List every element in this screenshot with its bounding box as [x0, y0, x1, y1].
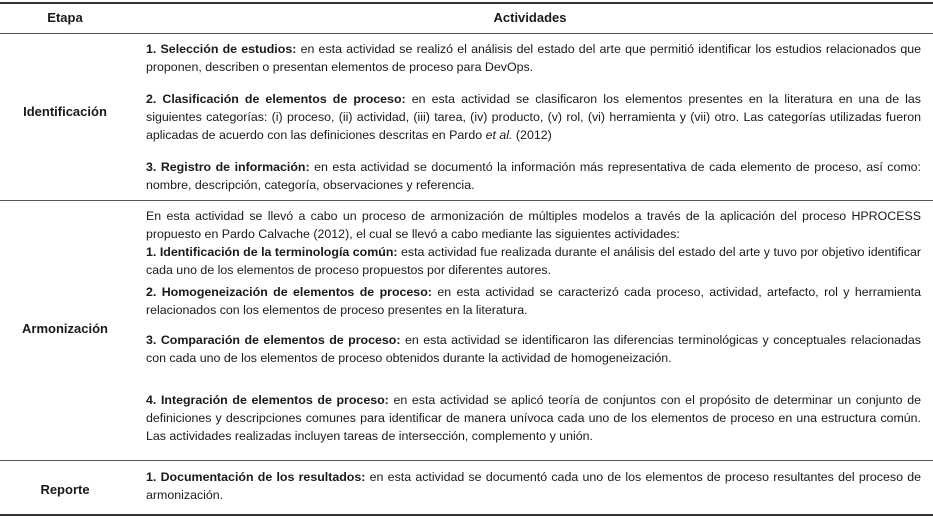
header-rule [0, 33, 933, 34]
activity-text: en esta actividad se caracterizó cada proceso, actividad, artefacto, rol y herramienta relacionados con los elementos de proceso presentes en la literatura. [146, 285, 921, 317]
activity-item [146, 391, 921, 445]
stage-armonizacion: Armonización [22, 321, 108, 336]
activity-title: 3. Comparación de elementos de proceso: [146, 333, 401, 347]
stage-reporte: Reporte [40, 482, 90, 497]
activity-title: 1. Documentación de los resultados: [146, 470, 366, 484]
activity-title: 4. Integración de elementos de proceso: [146, 393, 389, 407]
activity-text: en esta actividad se aplicó teoría de conjuntos con el propósito de determinar un conjunto de definiciones y descripciones comunes para identificar de manera unívoca cada uno de los elementos de proceso en una estructura común. Las actividades realizadas incluyen tareas de intersección, complemento y unión. [146, 393, 921, 443]
activity-item [146, 331, 921, 367]
row-rule [0, 200, 933, 201]
activities-identificacion [146, 40, 921, 194]
activity-text: esta actividad fue realizada durante el análisis del estado del arte y tuvo por objetivo identificar cada uno de los elementos de proceso propuestos por diferentes autores. [146, 245, 922, 277]
activities-armonizacion [146, 207, 921, 445]
activity-title: 2. Clasificación de elementos de proceso: [146, 92, 406, 106]
bottom-rule [0, 514, 933, 516]
activity-text: en esta actividad se clasificaron los elementos presentes en la literatura en una de las siguientes categorías: (i) proceso, (ii) actividad, (iii) tarea, (iv) producto, (v) rol, (vi) herramienta y (vii) otro. Las categorías utilizadas fueron aplicadas de acuerdo con las definiciones descritas en Pardo [146, 92, 921, 142]
activity-text: en esta actividad se identificaron las diferencias terminológicas y conceptuales relacionadas con cada uno de los elementos de proceso obtenidos durante la actividad de homogeneización. [146, 333, 921, 365]
stage-identificacion: Identificación [23, 104, 107, 119]
activity-title: 2. Homogeneización de elementos de proceso: [146, 285, 432, 299]
header-activities: Actividades [493, 10, 567, 25]
activity-item [146, 243, 921, 279]
activity-item [146, 158, 921, 194]
activity-text: en esta actividad se realizó el análisis del estado del arte que permitió identificar los estudios relacionados que proponen, describen o presentan elementos de proceso para DevOps. [146, 42, 922, 74]
row-rule [0, 460, 933, 461]
activity-item [146, 90, 921, 144]
activities-reporte [146, 468, 921, 504]
header-stage: Etapa [47, 10, 83, 25]
activity-item [146, 283, 921, 319]
activity-title: 1. Selección de estudios: [146, 42, 297, 56]
activity-text: en esta actividad se documentó cada uno de los elementos de proceso resultantes del proceso de armonización. [146, 470, 921, 502]
activity-item [146, 468, 921, 504]
activity-item [146, 40, 921, 76]
activity-title: 3. Registro de información: [146, 160, 310, 174]
armonizacion-intro: En esta actividad se llevó a cabo un proceso de armonización de múltiples modelos a través de la aplicación del proceso HPROCESS propuesto en Pardo Calvache (2012), el cual se llevó a cabo mediante las siguientes actividades: [146, 209, 921, 241]
activity-text-tail: (2012) [515, 128, 552, 142]
activity-emphasis: et al. [485, 128, 513, 142]
activity-text: en esta actividad se documentó la información más representativa de cada elemento de proceso, así como: nombre, descripción, categoría, observaciones y referencia. [146, 160, 922, 192]
activity-title: 1. Identificación de la terminología común: [146, 245, 398, 259]
